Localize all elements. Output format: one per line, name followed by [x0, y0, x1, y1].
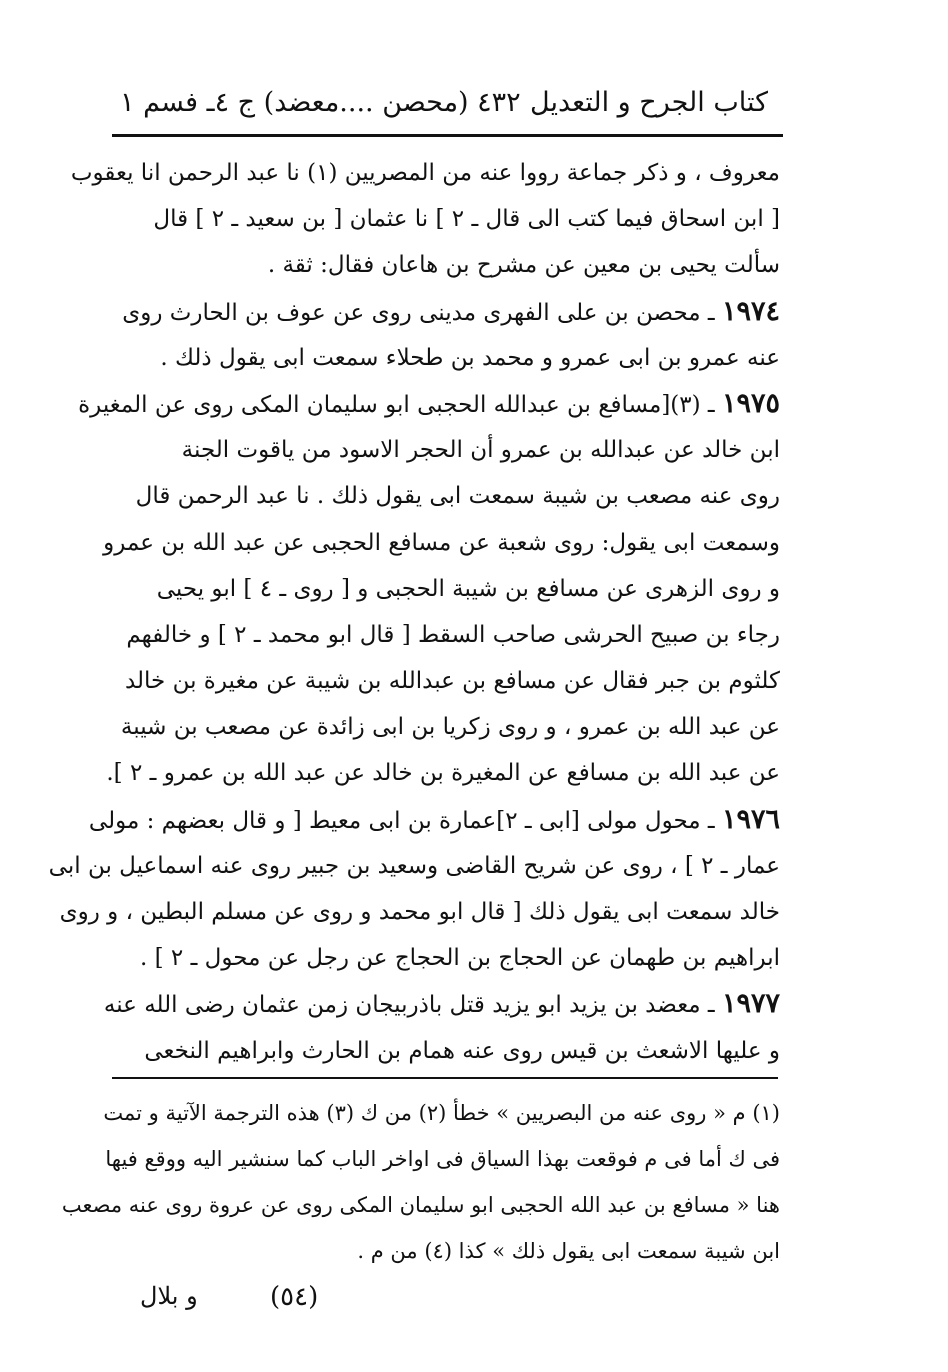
running-header	[120, 78, 768, 126]
text-line	[118, 935, 780, 981]
entry-first-line	[78, 381, 780, 427]
text-line	[118, 242, 780, 288]
line-text: كلثوم بن جبر فقال عن مسافع بن عبدالله بن شيبة عن مغيرة بن خالد	[124, 668, 780, 695]
line-text: سألت يحيى بن معين عن مشرح بن هاعان فقال: ثقة .	[267, 252, 780, 279]
entry-number: ١٩٧٧	[721, 988, 780, 1020]
entry-number: ١٩٧٤	[721, 295, 780, 327]
text-line	[118, 704, 780, 750]
book-title: كتاب الجرح و التعديل	[530, 86, 768, 118]
text-line	[118, 658, 780, 704]
header-rule	[112, 134, 783, 137]
line-text: ابراهيم بن طهمان عن الحجاج بن الحجاج عن رجل عن محول ـ ٢ ] .	[140, 945, 780, 972]
line-text: خالد سمعت ابى يقول ذلك [ قال ابو محمد و روى عن مسلم البطين ، و روى	[59, 899, 780, 925]
entry-number: ١٩٧٦	[721, 803, 780, 835]
text-line	[106, 750, 780, 796]
text-line	[118, 196, 780, 242]
entry-first-line	[118, 289, 780, 335]
main-text	[48, 150, 780, 1074]
footnotes	[61, 1090, 780, 1274]
text-line	[118, 566, 780, 612]
footnote-line: ابن شيبة سمعت ابى يقول ذلك » كذا (٤) من م .	[357, 1239, 780, 1263]
entry-number: ١٩٧٥	[721, 387, 780, 419]
line-text: عنه عمرو بن ابى عمرو و محمد بن طحلاء سمعت ابى يقول ذلك .	[160, 344, 780, 371]
footnote-line: هنا « مسافع بن عبد الله الحجبى ابو سليمان المكى روى عن عروة روى عنه مصعب	[61, 1193, 780, 1217]
line-text: رجاء بن صبيح الحرشى صاحب السقط [ قال ابو محمد ـ ٢ ] و خالفهم	[126, 621, 780, 648]
text-line	[70, 150, 780, 196]
line-text: ـ محصن بن على الفهرى مدينى روى عن عوف بن الحارث روى	[122, 299, 722, 326]
text-line	[118, 427, 780, 473]
line-text: و روى الزهرى عن مسافع بن شيبة الحجبى و [ روى ـ ٤ ] ابو يحيى	[156, 575, 780, 602]
line-text: و عليها الاشعث بن قيس روى عنه همام بن الحارث وابراهيم النخعى	[144, 1037, 780, 1064]
line-text: وسمعت ابى يقول: روى شعبة عن مسافع الحجبى عن عبد الله بن عمرو	[103, 529, 780, 556]
entry-first-line	[103, 981, 780, 1027]
line-text: ـ محول مولى [ابى ـ ٢]عمارة بن ابى معيط [ و قال بعضهم : مولى	[88, 807, 722, 834]
line-text: عن عبد الله بن عمرو ، و روى زكريا بن ابى زائدة عن مصعب بن شيبة	[120, 714, 780, 741]
line-text: ـ (٣)[مسافع بن عبدالله الحجبى ابو سليمان المكى روى عن المغيرة	[78, 391, 722, 418]
page-number: (٥٤)	[270, 1282, 319, 1312]
line-text: روى عنه مصعب بن شيبة سمعت ابى يقول ذلك . نا عبد الرحمن قال	[135, 483, 780, 510]
line-text: عمار ـ ٢ ] ، روى عن شريح القاضى وسعيد بن جبير روى عنه اسماعيل بن ابى	[48, 852, 780, 879]
line-text: ابن خالد عن عبدالله بن عمرو أن الحجر الاسود من ياقوت الجنة	[181, 437, 780, 464]
line-text: معروف ، و ذكر جماعة رووا عنه من المصريين (١) نا عبد الرحمن انا يعقوب	[70, 160, 780, 186]
entry-first-line	[88, 797, 780, 843]
line-text: [ ابن اسحاق فيما كتب الى قال ـ ٢ ] نا عثمان [ بن سعيد ـ ٢ ] قال	[153, 206, 780, 233]
text-line	[59, 889, 780, 935]
text-line	[118, 335, 780, 381]
text-line	[103, 520, 780, 566]
footnote-line: (١) م « روى عنه من البصريين » خطأ (٢) من ك (٣) هذه الترجمة الآتية و تمت	[103, 1101, 780, 1125]
line-text: عن عبد الله بن مسافع عن المغيرة بن خالد عن عبد الله بن عمرو ـ ٢ ].	[106, 760, 780, 787]
catchword: و بلال	[140, 1282, 198, 1310]
footnote-line: فى ك أما فى م فوقعت بهذا السياق فى اواخر الباب كما سنشير اليه ووقع فيها	[105, 1147, 780, 1171]
text-line	[118, 473, 780, 519]
text-line	[48, 843, 780, 889]
page-reference: ٤٣٢ (محصن ....معضد) ج ٤ـ فسم ١	[120, 86, 521, 118]
line-text: ـ معضد بن يزيد ابو يزيد قتل باذربيجان زمن عثمان رضى الله عنه	[103, 992, 722, 1019]
text-line	[118, 612, 780, 658]
footnote-rule	[112, 1077, 778, 1079]
text-line	[118, 1028, 780, 1074]
